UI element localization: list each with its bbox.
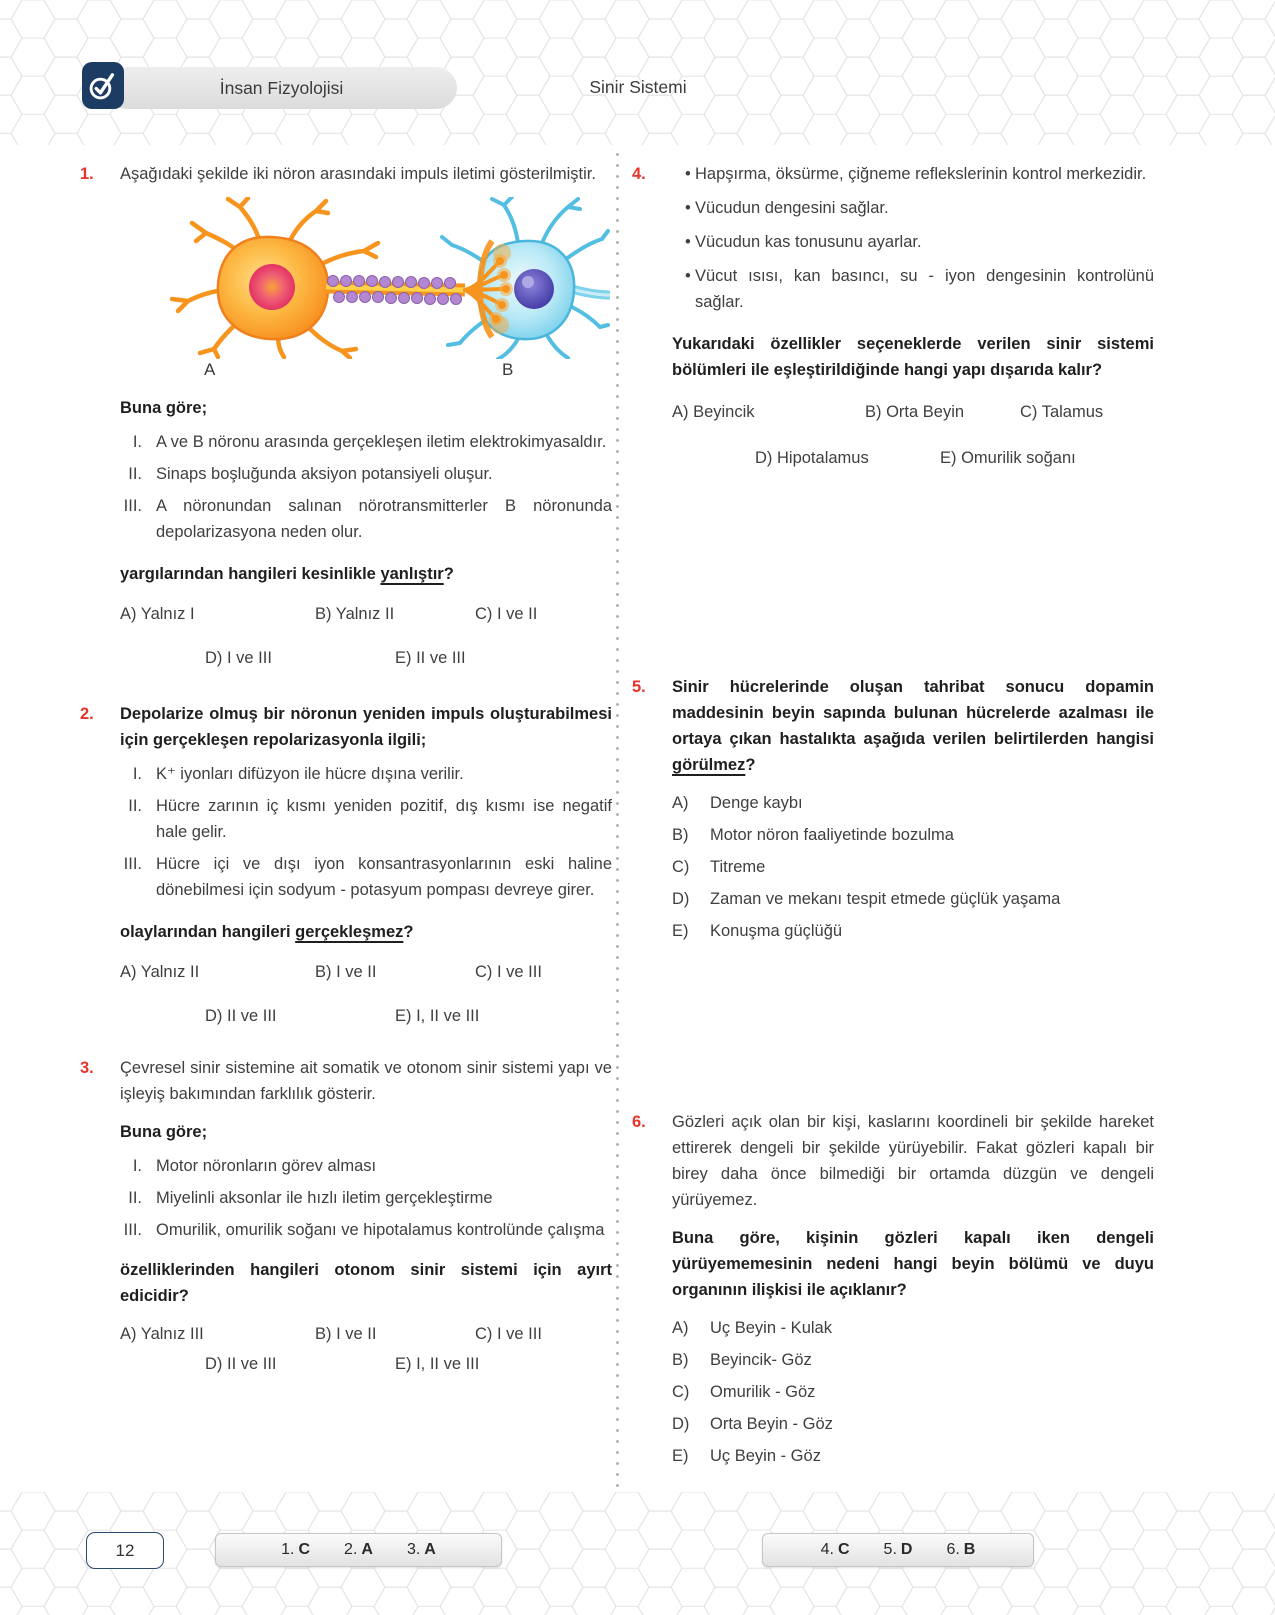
statement-numeral: I. — [132, 765, 142, 783]
answer-letter: C — [298, 1541, 311, 1558]
column-divider — [616, 152, 619, 1494]
question-1-lead: Buna göre; — [120, 399, 208, 417]
question-4-options-row-1 — [672, 399, 1154, 425]
question-5-number: 5. — [632, 678, 646, 696]
answer-2 — [344, 1537, 373, 1563]
neuron-a-label: A — [204, 360, 216, 379]
option-text: Motor nöron faaliyetinde bozulma — [710, 826, 954, 844]
option-letter: C) — [672, 858, 690, 876]
question-5 — [632, 674, 1154, 944]
option-b — [672, 822, 1154, 848]
publisher-logo — [82, 62, 124, 109]
question-1-intro: Aşağıdaki şekilde iki nöron arasındaki impuls iletimi gösterilmiştir. — [120, 165, 596, 183]
stem-underlined: görülmez — [672, 756, 746, 774]
question-6 — [632, 1109, 1154, 1469]
option-text: Denge kaybı — [710, 794, 803, 812]
answer-key-left — [215, 1533, 502, 1567]
option-text: Titreme — [710, 858, 766, 876]
statement-numeral: II. — [128, 1189, 142, 1207]
bullet-mark: • — [685, 199, 691, 217]
option-d: D) I ve III — [205, 649, 272, 667]
question-5-options — [672, 790, 1154, 944]
option-a: A) Yalnız II — [120, 963, 200, 981]
option-text: Uç Beyin - Kulak — [710, 1319, 832, 1337]
stem-text: yargılarından hangileri kesinlikle — [120, 565, 381, 583]
option-c: C) I ve III — [475, 1325, 542, 1343]
answer-number: 5. — [883, 1541, 897, 1558]
option-b: B) I ve II — [315, 1325, 377, 1343]
option-letter: C) — [672, 1383, 690, 1401]
answer-key-right — [762, 1533, 1034, 1567]
answer-3 — [407, 1537, 436, 1563]
statement-text: Hücre zarının iç kısmı yeniden pozitif, dış kısmı ise negatif hale gelir. — [156, 797, 612, 841]
statement-text: Sinaps boşluğunda aksiyon potansiyeli oluşur. — [156, 465, 493, 483]
question-5-stem — [672, 674, 1154, 778]
question-6-intro: Gözleri açık olan bir kişi, kaslarını koordineli bir şekilde hareket ettirerek dengeli bir şekilde yürüyebilir. Fakat gözleri kapalı bir birey daha önce bilmediği bir ortamda düzgün ve dengeli yürüyemez. — [672, 1113, 1154, 1209]
option-d — [672, 1411, 1154, 1437]
option-e: E) I, II ve III — [395, 1007, 480, 1025]
statement-text: K⁺ iyonları difüzyon ile hücre dışına verilir. — [156, 765, 464, 783]
bullet-text: Vücudun kas tonusunu ayarlar. — [695, 233, 922, 251]
option-e: E) II ve III — [395, 649, 466, 667]
statement-text: Hücre içi ve dışı iyon konsantrasyonlarının eski haline dönebilmesi için sodyum - potasyum pompası devreye girer. — [156, 855, 612, 899]
bullet-text: Hapşırma, öksürme, çiğneme reflekslerinin kontrol merkezidir. — [695, 165, 1147, 183]
answer-letter: A — [424, 1541, 436, 1558]
option-a: A) Beyincik — [672, 403, 755, 421]
option-text: Orta Beyin - Göz — [710, 1415, 833, 1433]
option-text: Uç Beyin - Göz — [710, 1447, 821, 1465]
option-d: D) II ve III — [205, 1355, 277, 1373]
neuron-b-nucleus — [514, 269, 554, 309]
option-e: E) Omurilik soğanı — [940, 449, 1076, 467]
statement-numeral: III. — [123, 497, 142, 515]
option-e: E) I, II ve III — [395, 1355, 480, 1373]
question-4-number: 4. — [632, 165, 646, 183]
option-text: Beyincik- Göz — [710, 1351, 812, 1369]
stem-text: özelliklerinden hangileri otonom sinir sistemi için ayırt edicidir — [120, 1261, 612, 1305]
option-a — [672, 790, 1154, 816]
question-4-bullet-list — [672, 161, 1154, 315]
answer-4 — [821, 1537, 850, 1563]
answer-letter: C — [837, 1541, 850, 1558]
neuron-b-nucleus-highlight — [522, 276, 534, 288]
stem-text: olaylarından hangileri — [120, 923, 296, 941]
question-3-intro: Çevresel sinir sistemine ait somatik ve otonom sinir sistemi yapı ve işleyiş bakımından farklılık gösterir. — [120, 1059, 612, 1103]
option-text: Omurilik - Göz — [710, 1383, 816, 1401]
statement-2 — [120, 793, 612, 845]
option-letter: B) — [672, 826, 689, 844]
answer-letter: D — [900, 1541, 913, 1558]
question-3-statements — [120, 1153, 612, 1243]
question-4-stem — [672, 331, 1154, 383]
question-1-number: 1. — [80, 165, 94, 183]
stem-punct: ? — [745, 756, 756, 774]
bullet-item — [672, 263, 1154, 315]
answer-number: 3. — [406, 1541, 421, 1558]
statement-2 — [120, 1185, 612, 1211]
left-column — [80, 161, 612, 1377]
bullet-text: Vücut ısısı, kan basıncı, su - iyon dengesinin kontrolünü sağlar. — [695, 267, 1154, 311]
option-letter: D) — [672, 890, 690, 908]
question-2-options-row-1 — [120, 959, 612, 985]
neuron-b-label: B — [502, 360, 514, 379]
option-a: A) Yalnız III — [120, 1325, 204, 1343]
option-a: A) Yalnız I — [120, 605, 195, 623]
stem-text: Sinir hücrelerinde oluşan tahribat sonucu dopamin maddesinin beyin sapında bulunan hücrelerde azalması ile ortaya çıkan hastalıkta aşağıda verilen belirtilerden hangisi — [672, 678, 1154, 748]
statement-3 — [120, 493, 612, 545]
statement-numeral: II. — [128, 465, 142, 483]
question-3-lead: Buna göre; — [120, 1123, 208, 1141]
question-1-options-row-2 — [120, 645, 612, 671]
statement-3 — [120, 851, 612, 903]
question-1-options-row-1 — [120, 601, 612, 627]
question-1-statements — [120, 429, 612, 545]
axon-myelin-sheath — [326, 276, 465, 305]
question-2 — [80, 701, 612, 1029]
option-letter: D) — [672, 1415, 690, 1433]
stem-punct: ? — [443, 565, 454, 583]
question-3-options-row-2 — [120, 1351, 612, 1377]
option-letter: E) — [672, 922, 689, 940]
option-b: B) Orta Beyin — [865, 403, 965, 421]
option-b: B) I ve II — [315, 963, 377, 981]
answer-number: 2. — [344, 1541, 358, 1558]
answer-letter: A — [361, 1541, 373, 1558]
answer-6 — [946, 1537, 975, 1563]
bullet-item — [672, 195, 1154, 221]
question-3-number: 3. — [80, 1059, 94, 1077]
option-d — [672, 886, 1154, 912]
question-2-options-row-2 — [120, 1003, 612, 1029]
statement-numeral: III. — [123, 1221, 142, 1239]
question-2-statements — [120, 761, 612, 903]
option-a — [672, 1315, 1154, 1341]
statement-numeral: III. — [123, 855, 142, 873]
option-c: C) Talamus — [1020, 403, 1104, 421]
bullet-mark: • — [685, 233, 691, 251]
statement-1 — [120, 1153, 612, 1179]
bullet-mark: • — [685, 165, 691, 183]
question-6-options — [672, 1315, 1154, 1469]
statement-numeral: I. — [132, 433, 142, 451]
option-c — [672, 1379, 1154, 1405]
option-b — [672, 1347, 1154, 1373]
statement-text: Omurilik, omurilik soğanı ve hipotalamus kontrolünde çalışma — [156, 1221, 605, 1239]
bullet-item — [672, 229, 1154, 255]
question-6-stem — [672, 1225, 1154, 1303]
statement-2 — [120, 461, 612, 487]
bullet-mark: • — [685, 267, 691, 285]
option-text: Zaman ve mekanı tespit etmede güçlük yaşama — [710, 890, 1061, 908]
topic-title: Sinir Sistemi — [589, 77, 687, 97]
stem-underlined: gerçekleşmez — [295, 923, 404, 941]
statement-1 — [120, 761, 612, 787]
option-letter: B) — [672, 1351, 689, 1369]
right-column — [632, 161, 1154, 1469]
option-letter: E) — [672, 1447, 689, 1465]
answer-number: 6. — [946, 1541, 960, 1558]
hexagon-pattern-bottom — [0, 1492, 1275, 1615]
statement-text: A ve B nöronu arasında gerçekleşen iletim elektrokimyasaldır. — [156, 433, 607, 451]
bullet-item — [672, 161, 1154, 187]
option-c — [672, 854, 1154, 880]
neuron-diagram — [120, 197, 612, 383]
option-letter: A) — [672, 794, 689, 812]
answer-1 — [281, 1537, 310, 1563]
stem-punct: ? — [403, 923, 414, 941]
stem-punct: ? — [178, 1287, 189, 1305]
option-b: B) Yalnız II — [315, 605, 395, 623]
unit-title: İnsan Fizyolojisi — [219, 78, 344, 98]
page-number-value: 12 — [115, 1540, 135, 1560]
question-3-stem — [120, 1257, 612, 1309]
statement-numeral: I. — [132, 1157, 142, 1175]
stem-underlined: yanlıştır — [380, 565, 444, 583]
question-1-stem — [120, 561, 612, 587]
question-3-options-row-1 — [120, 1321, 612, 1347]
question-4 — [632, 161, 1154, 471]
option-letter: A) — [672, 1319, 689, 1337]
stem-punct: ? — [896, 1281, 907, 1299]
question-2-intro: Depolarize olmuş bir nöronun yeniden impuls oluşturabilmesi için gerçekleşen repolarizasyonla ilgili; — [120, 705, 612, 749]
option-d: D) Hipotalamus — [755, 449, 869, 467]
answer-number: 4. — [820, 1541, 834, 1558]
answer-5 — [884, 1537, 913, 1563]
option-d: D) II ve III — [205, 1007, 277, 1025]
statement-1 — [120, 429, 612, 455]
question-2-number: 2. — [80, 705, 94, 723]
statement-numeral: II. — [128, 797, 142, 815]
page-number — [86, 1532, 164, 1569]
question-4-options-row-2 — [672, 445, 1154, 471]
question-1 — [80, 161, 612, 671]
option-text: Konuşma güçlüğü — [710, 922, 843, 940]
question-2-stem — [120, 919, 612, 945]
stem-text: Yukarıdaki özellikler seçeneklerde verilen sinir sistemi bölümleri ile eşleştirildiğinde hangi yapı dışarıda kalır — [672, 335, 1154, 379]
question-6-number: 6. — [632, 1113, 646, 1131]
option-e — [672, 1443, 1154, 1469]
answer-number: 1. — [281, 1541, 295, 1558]
bullet-text: Vücudun dengesini sağlar. — [695, 199, 889, 217]
check-circle-icon — [86, 67, 120, 105]
question-3 — [80, 1055, 612, 1377]
stem-text: Buna göre, kişinin gözleri kapalı iken dengeli yürüyememesinin nedeni hangi beyin bölümü ve duyu organının ilişkisi ile açıklanır — [672, 1229, 1154, 1299]
unit-title-pill — [106, 67, 457, 109]
answer-letter: B — [963, 1541, 976, 1558]
option-e — [672, 918, 1154, 944]
statement-text: Motor nöronların görev alması — [156, 1157, 377, 1175]
statement-text: A nöronundan salınan nörotransmitterler B nöronunda depolarizasyona neden olur. — [156, 497, 612, 541]
stem-punct: ? — [1091, 361, 1103, 379]
two-neurons-illustration — [120, 197, 610, 359]
statement-text: Miyelinli aksonlar ile hızlı iletim gerçekleştirme — [156, 1189, 493, 1207]
option-c: C) I ve III — [475, 963, 542, 981]
statement-3 — [120, 1217, 612, 1243]
neuron-a-nucleus — [249, 264, 295, 310]
option-c: C) I ve II — [475, 605, 538, 623]
